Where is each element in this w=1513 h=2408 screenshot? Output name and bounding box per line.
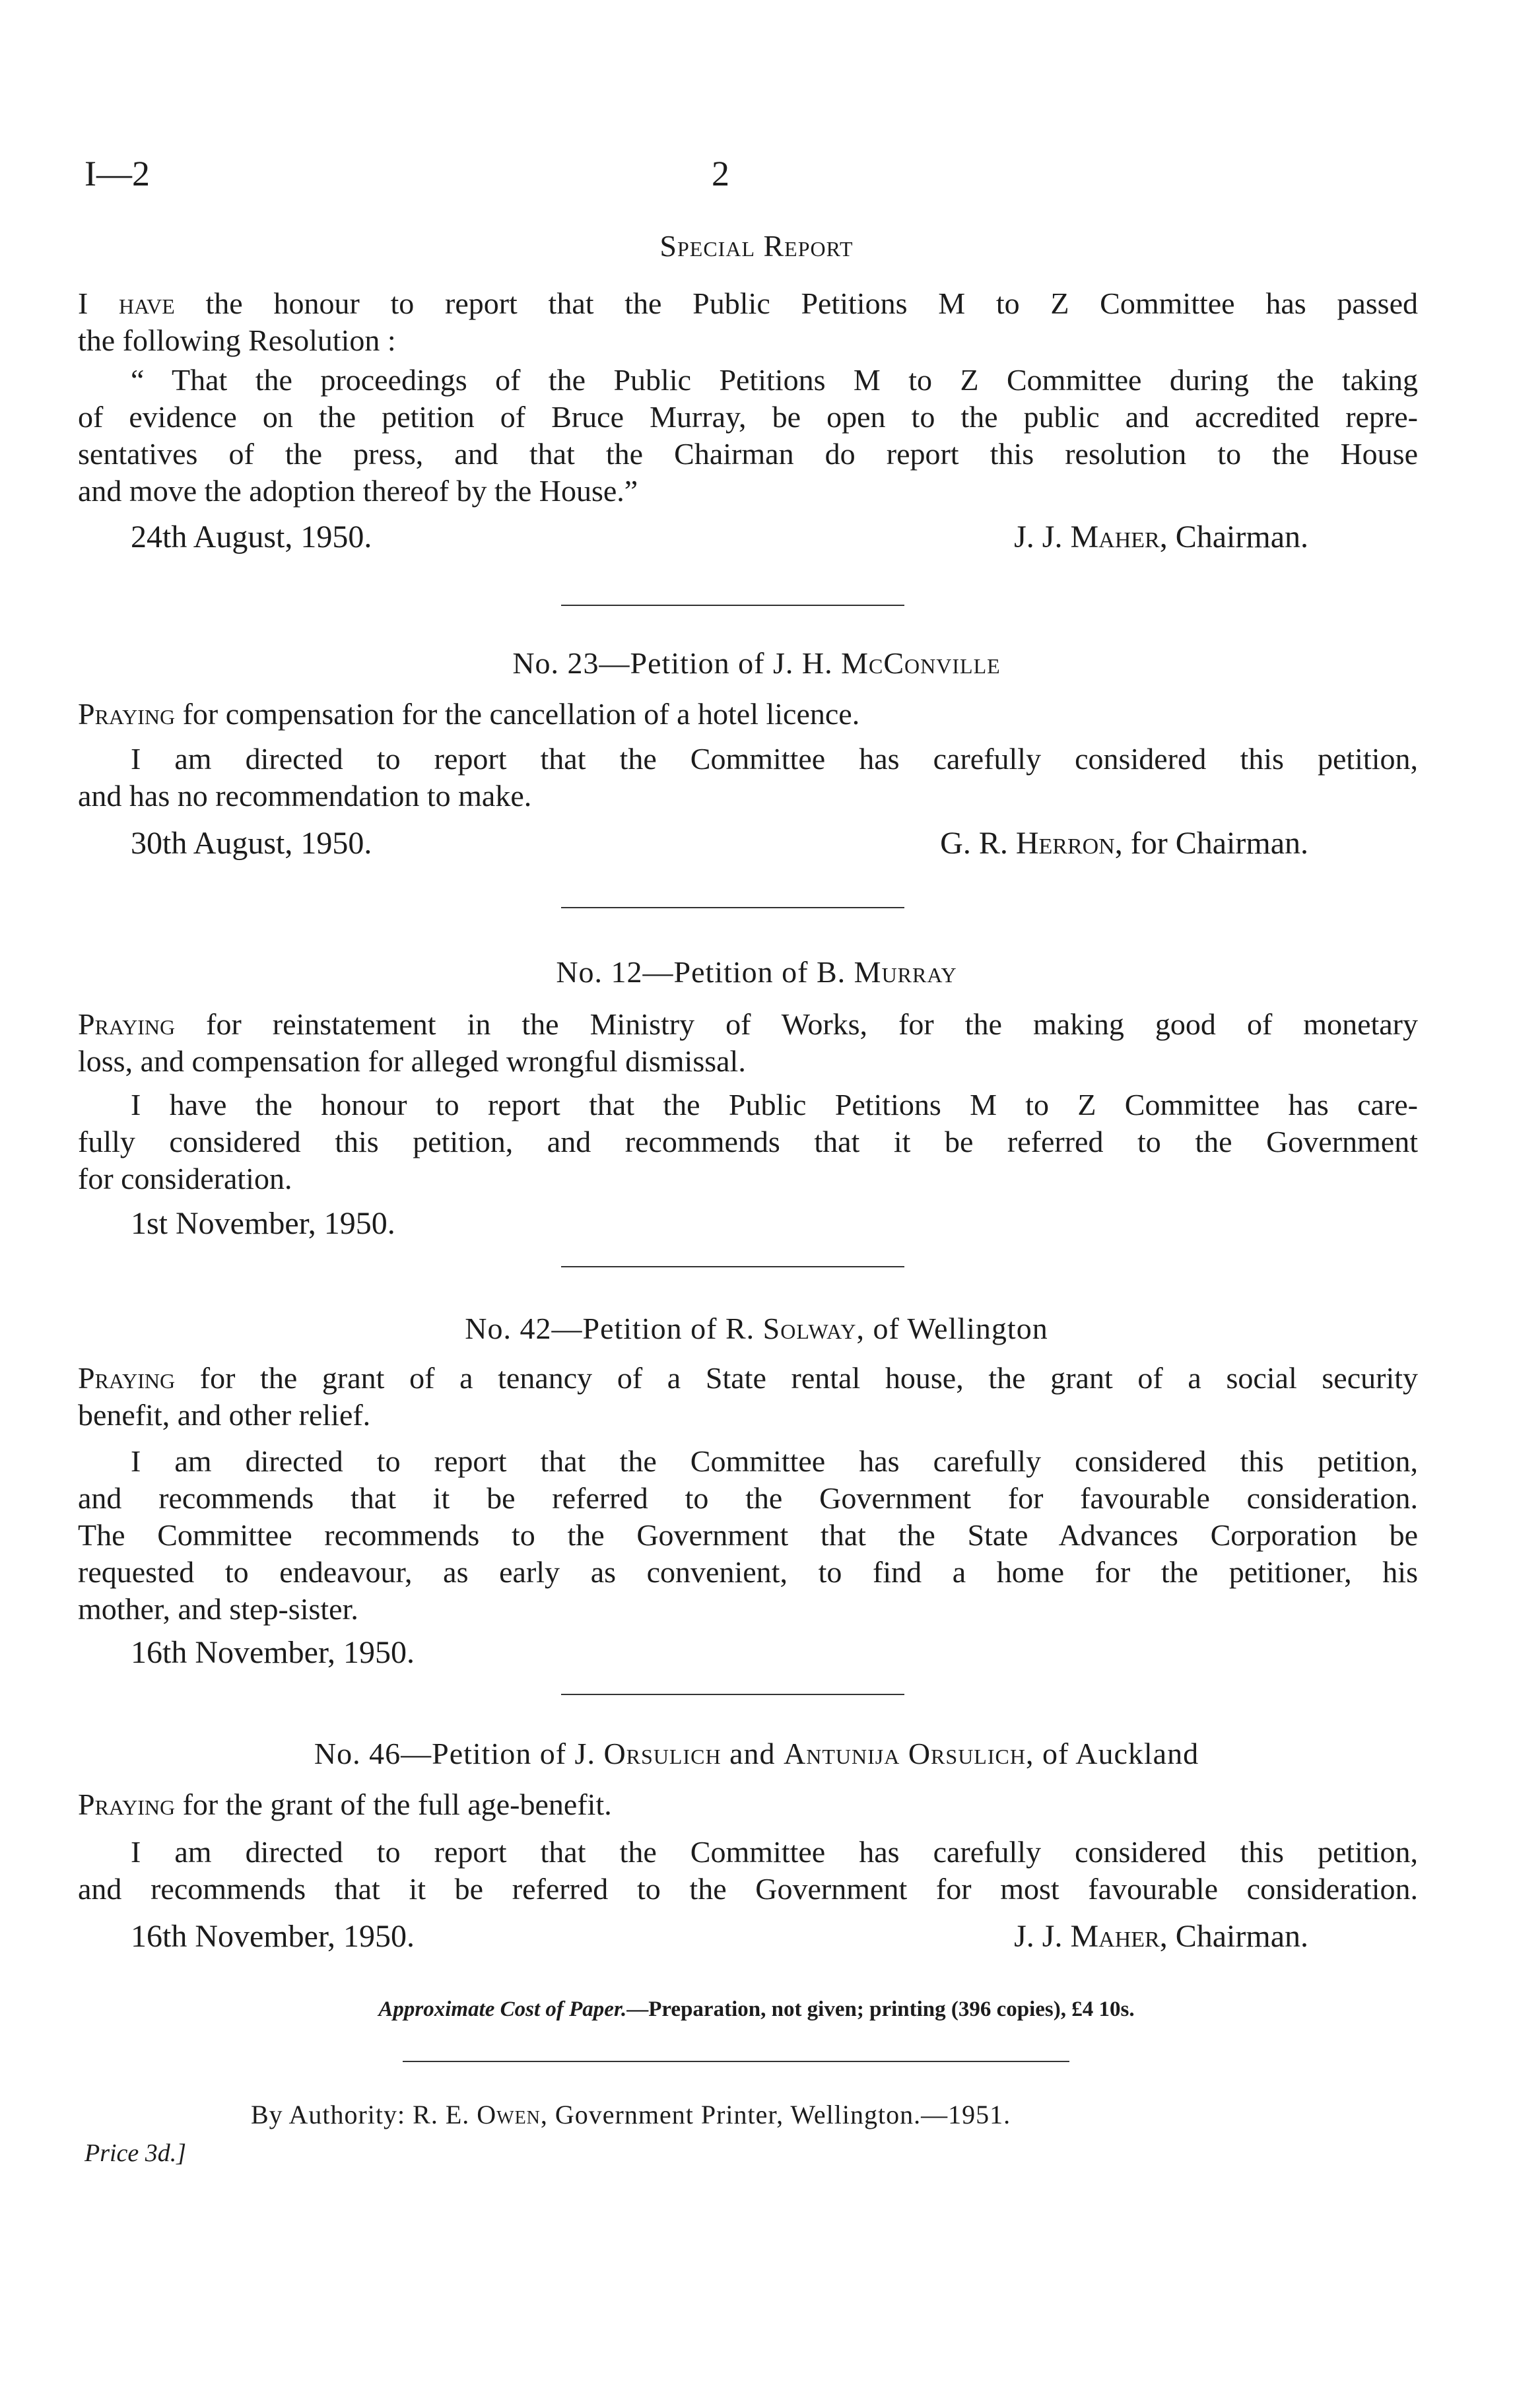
petition-12-title: No. 12—Petition of B. Murray [556, 955, 957, 989]
petition-46-praying: Praying for the grant of the full age-benefit. [78, 1788, 612, 1821]
petition-46-signature: J. J. Maher, Chairman. [1014, 1919, 1308, 1954]
special-report-intro-line-1 [78, 285, 1418, 322]
special-report-title: Special Report [659, 229, 854, 263]
petition-42-body-line-1: I am directed to report that the Committee has carefully considered this petition, [131, 1444, 1418, 1478]
page-id: I—2 [84, 154, 150, 193]
petition-46-title: No. 46—Petition of J. Orsulich and Antunija Orsulich, of Auckland [314, 1737, 1199, 1770]
petition-12-praying-line-1: Praying for reinstatement in the Ministry of Works, for the making good of monetary [78, 1007, 1419, 1041]
petition-42-body-line-3: The Committee recommends to the Government that the State Advances Corporation be [78, 1518, 1418, 1552]
petition-12-praying-line-2: loss, and compensation for alleged wrongful dismissal. [78, 1044, 746, 1078]
resolution-line-3: sentatives of the press, and that the Chairman do report this resolution to the House [78, 437, 1418, 471]
cost-text: —Preparation, not given; printing (396 copies), £4 10s. [626, 1997, 1135, 2021]
sign-name: Maher [1070, 519, 1160, 554]
intro-rest: the honour to report that the Public Petitions M to Z Committee has passed [205, 286, 1418, 320]
divider-rule [561, 907, 904, 908]
intro-lead: I have [78, 286, 175, 320]
printer-authority: By Authority: R. E. Owen, Government Printer, Wellington.—1951. [251, 2100, 1011, 2129]
special-report-date: 24th August, 1950. [131, 519, 372, 554]
petition-23-praying: Praying for compensation for the cancellation of a hotel licence. [78, 697, 860, 731]
divider-rule [561, 1266, 904, 1267]
petition-46-date: 16th November, 1950. [131, 1919, 415, 1954]
special-report-signature [1014, 519, 1308, 555]
resolution-line-4: and move the adoption thereof by the House.” [78, 474, 638, 508]
divider-rule [561, 1694, 904, 1695]
petition-42-date: 16th November, 1950. [131, 1635, 415, 1670]
petition-23-date: 30th August, 1950. [131, 826, 372, 861]
petition-12-body-line-2: fully considered this petition, and recommends that it be referred to the Government [78, 1125, 1418, 1158]
resolution-line-1: “ That the proceedings of the Public Petitions M to Z Committee during the taking [131, 363, 1418, 397]
petition-42-praying-line-2: benefit, and other relief. [78, 1398, 371, 1432]
cost-label: Approximate Cost of Paper. [378, 1997, 627, 2021]
petition-42-body-line-2: and recommends that it be referred to the Government for favourable consideration. [78, 1481, 1418, 1515]
petition-42-body-line-5: mother, and step-sister. [78, 1592, 358, 1626]
sign-role: , Chairman. [1159, 519, 1308, 554]
petition-12-date: 1st November, 1950. [131, 1206, 395, 1241]
page-number: 2 [712, 154, 729, 193]
petition-46-body-line-2: and recommends that it be referred to the Government for most favourable consideration. [78, 1872, 1418, 1906]
petition-42-praying-line-1: Praying for the grant of a tenancy of a State rental house, the grant of a social security [78, 1361, 1419, 1395]
divider-rule [561, 605, 904, 606]
approximate-cost [0, 1997, 1513, 2022]
petition-23-body-line-1: I am directed to report that the Committee has carefully considered this petition, [131, 742, 1418, 776]
petition-23-title: No. 23—Petition of J. H. McConville [512, 646, 1001, 680]
petition-12-body-line-1: I have the honour to report that the Public Petitions M to Z Committee has care- [131, 1088, 1418, 1121]
price: Price 3d.] [84, 2139, 187, 2167]
petition-12-body-line-3: for consideration. [78, 1162, 292, 1195]
petition-42-body-line-4: requested to endeavour, as early as convenient, to find a home for the petitioner, his [78, 1555, 1418, 1589]
resolution-line-2: of evidence on the petition of Bruce Murray, be open to the public and accredited repre- [78, 400, 1418, 434]
sign-initials: J. J. [1014, 519, 1063, 554]
petition-23-signature: G. R. Herron, for Chairman. [940, 826, 1308, 861]
petition-23-body-line-2: and has no recommendation to make. [78, 779, 532, 813]
petition-42-title: No. 42—Petition of R. Solway, of Wellington [465, 1312, 1048, 1345]
petition-46-body-line-1: I am directed to report that the Committee has carefully considered this petition, [131, 1835, 1418, 1869]
footer-rule [403, 2061, 1069, 2062]
special-report-intro-line-2: the following Resolution : [78, 323, 396, 357]
